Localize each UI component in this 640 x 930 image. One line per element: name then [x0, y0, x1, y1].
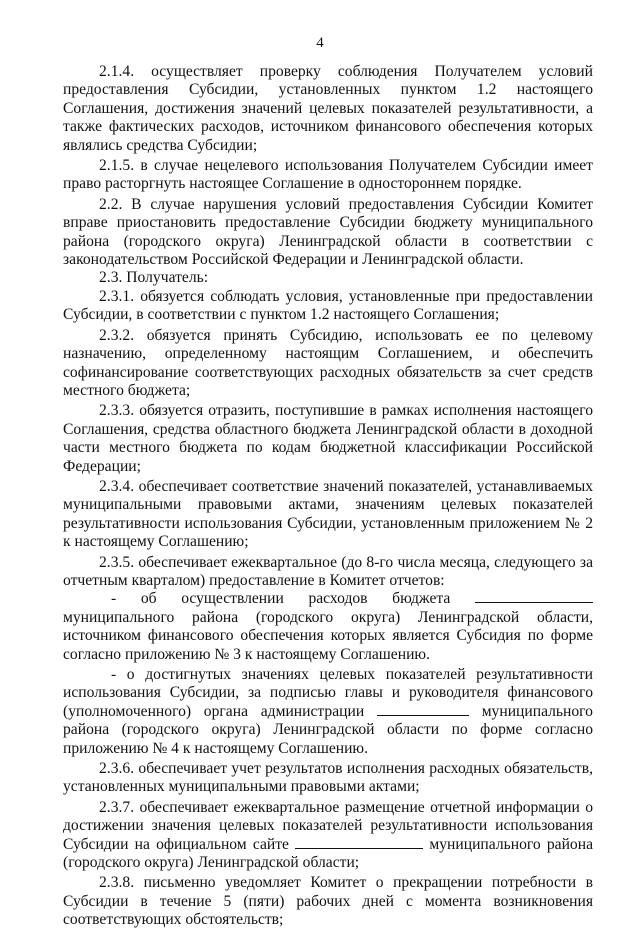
paragraph-2-3-6: 2.3.6. обеспечивает учет результатов исполнения расходных обязательств, установленных муниципальными правовыми актами; [63, 760, 593, 796]
paragraph-2-3-7 [63, 799, 593, 873]
bullet-1-dash: - [111, 590, 117, 608]
paragraph-2-3: 2.3. Получатель: [99, 269, 209, 287]
paragraph-2-3-7-text-b: муниципального района (городского округа) Ленинградской области; [63, 835, 593, 872]
bullet-1-word-1: об [140, 590, 157, 608]
paragraph-2-3-7-text-a: 2.3.7. обеспечивает ежеквартальное размещение отчетной информации о достижении значения целевых показателей результативности использования Субсидии на официальном сайте [63, 798, 593, 853]
blank-line-website [295, 836, 423, 849]
paragraph-2-1-4: 2.1.4. осуществляет проверку соблюдения Получателем условий предоставления Субсидии, установленных пунктом 1.2 настоящего Соглашения, достижения значений целевых показателей результативности, а также фактических расходов, источником финансового обеспечения которых являлись средства Субсидии; [63, 63, 593, 154]
bullet-1-tail: муниципального района (городского округа) Ленинградской области, источником финансового обеспечения которых является Субсидия по форме согласно приложению № 3 к настоящему Соглашению. [63, 608, 593, 663]
paragraph-2-3-8: 2.3.8. письменно уведомляет Комитет о прекращении потребности в Субсидии в течение 5 (пяти) рабочих дней с момента возникновения соответствующих обстоятельств; [63, 874, 593, 929]
paragraph-2-3-4: 2.3.4. обеспечивает соответствие значений показателей, устанавливаемых муниципальными правовыми актами, значениям целевых показателей результативности использования Субсидии, установленным приложением № 2 к настоящему Соглашению; [63, 477, 593, 551]
document-body [63, 63, 593, 930]
paragraph-2-3-2: 2.3.2. обязуется принять Субсидию, использовать ее по целевому назначению, определенному настоящим Соглашением, и обеспечить софинансирование соответствующих расходных обязательств за счет средств местного бюджета; [63, 326, 593, 399]
bullet-1-word-2: осуществлении [181, 590, 284, 608]
paragraph-2-3-1: 2.3.1. обязуется соблюдать условия, установленные при предоставлении Субсидии, в соответствии с пунктом 1.2 настоящего Соглашения; [63, 287, 593, 324]
bullet-2-text-a: - о достигнутых значениях целевых показателей результативности использования Субсидии, за подписью главы и руководителя финансового (уполномоченного) органа администрации [63, 666, 593, 720]
bullet-1-head [63, 590, 593, 608]
paragraph-2-1-5: 2.1.5. в случае нецелевого использования Получателем Субсидии имеет право расторгнуть настоящее Соглашение в одностороннем порядке. [63, 157, 593, 193]
paragraph-2-3-5: 2.3.5. обеспечивает ежеквартальное (до 8-го числа месяца, следующего за отчетным кварталом) предоставление в Комитет отчетов: [63, 553, 593, 589]
paragraph-2-2: 2.2. В случае нарушения условий предоставления Субсидии Комитет вправе приостановить предоставление Субсидии бюджету муниципального района (городского округа) Ленинградской области в соответствии с законодательством Российской Федерации и Ленинградской области. [63, 195, 593, 269]
bullet-2-text-b: муниципального района (городского округа) Ленинградской области по форме согласно приложению № 4 к настоящему Соглашению. [63, 702, 593, 757]
page-number: 4 [316, 35, 324, 51]
paragraph-2-3-3: 2.3.3. обязуется отразить, поступившие в рамках исполнения настоящего Соглашения, средства областного бюджета Ленинградской области в доходной части местного бюджета по кодам бюджетной классификации Российской Федерации; [63, 402, 593, 475]
blank-line-budget [475, 590, 593, 603]
bullet-2 [63, 666, 593, 758]
bullet-1-word-3: расходов [308, 590, 368, 608]
blank-line-administration [377, 703, 469, 716]
bullet-1-word-4: бюджета [392, 590, 451, 608]
